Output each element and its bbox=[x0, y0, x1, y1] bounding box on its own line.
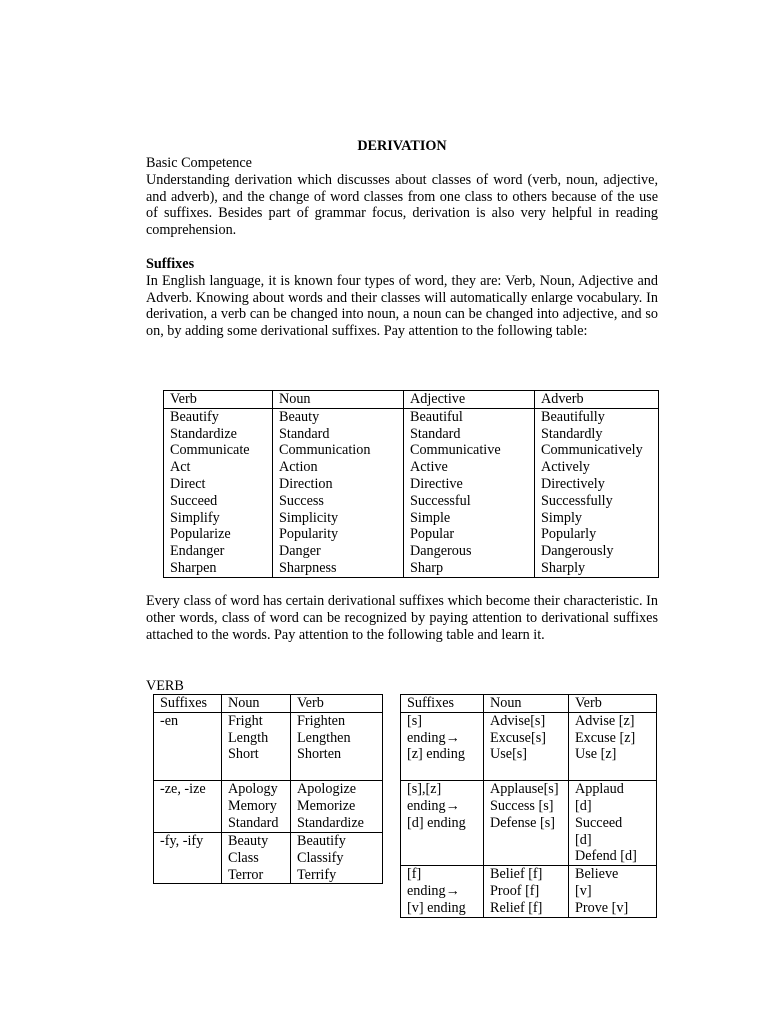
header-verb: Verb bbox=[164, 391, 273, 409]
cell-line: Advise [z] bbox=[575, 712, 635, 729]
cell-line: Fright bbox=[228, 712, 263, 729]
suffix-cell bbox=[154, 781, 222, 833]
cell-line: Popularity bbox=[279, 526, 339, 543]
cell-line: Excuse [z] bbox=[575, 729, 636, 746]
cell-line: Directive bbox=[410, 475, 463, 492]
adverb-column bbox=[535, 408, 659, 577]
cell-line: [z] ending bbox=[407, 746, 465, 763]
cell-line: Proof [f] bbox=[490, 882, 540, 899]
cell-line: [d] bbox=[575, 797, 592, 814]
header-noun: Noun bbox=[484, 695, 569, 713]
cell-line: Apologize bbox=[297, 781, 357, 798]
noun-cell bbox=[484, 866, 569, 917]
cell-line: Shorten bbox=[297, 746, 342, 763]
noun-cell bbox=[222, 781, 291, 833]
cell-line: Dangerous bbox=[410, 543, 472, 560]
table-header-row bbox=[401, 695, 657, 713]
table-body-row bbox=[164, 408, 659, 577]
verb-cell bbox=[569, 781, 657, 866]
cell-line: Popular bbox=[410, 526, 455, 543]
cell-line: Classify bbox=[297, 849, 344, 866]
cell-line: Succeed bbox=[170, 492, 218, 509]
cell-line: Prove [v] bbox=[575, 899, 629, 916]
header-suffixes: Suffixes bbox=[401, 695, 484, 713]
cell-line: Communication bbox=[279, 442, 371, 459]
cell-line: Directively bbox=[541, 475, 605, 492]
cell-line: Length bbox=[228, 729, 269, 746]
cell-line: Success bbox=[279, 492, 324, 509]
cell-line: Beauty bbox=[279, 408, 320, 425]
table-header-row bbox=[164, 391, 659, 409]
header-suffixes: Suffixes bbox=[154, 695, 222, 713]
verb-suffix-table-right bbox=[400, 694, 657, 918]
cell-line: Relief [f] bbox=[490, 899, 543, 916]
suffixes-text: In English language, it is known four types of word, they are: Verb, Noun, Adjective and Adverb. Knowing about words and their classes will automatically enlarge vocabulary. In derivation, a verb can be changed into noun, a noun can be changed into adjective, and so on, by adding some derivational suffixes. Pay attention to the following table: bbox=[146, 272, 658, 340]
cell-line: Short bbox=[228, 746, 259, 763]
cell-line: Beautify bbox=[297, 832, 346, 849]
cell-line: Communicate bbox=[170, 442, 250, 459]
noun-column bbox=[273, 408, 404, 577]
cell-line: Communicative bbox=[410, 442, 501, 459]
cell-line: Direction bbox=[279, 475, 333, 492]
cell-line: Endanger bbox=[170, 543, 225, 560]
table-header-row bbox=[154, 695, 383, 713]
cell-line: Standardize bbox=[170, 425, 237, 442]
cell-line: Sharpen bbox=[170, 559, 217, 576]
table-row bbox=[154, 832, 383, 883]
cell-line: [s] bbox=[407, 712, 422, 729]
cell-line: Class bbox=[228, 849, 259, 866]
table-row bbox=[154, 781, 383, 833]
header-noun: Noun bbox=[222, 695, 291, 713]
cell-line: Use [z] bbox=[575, 746, 617, 763]
cell-line: Popularly bbox=[541, 526, 597, 543]
suffix-cell bbox=[401, 866, 484, 917]
cell-line: Advise[s] bbox=[490, 712, 546, 729]
cell-line: Frighten bbox=[297, 712, 346, 729]
header-verb: Verb bbox=[569, 695, 657, 713]
cell-line: Success [s] bbox=[490, 797, 554, 814]
cell-line: [d] ending bbox=[407, 814, 466, 831]
table-row bbox=[401, 866, 657, 917]
cell-line: Standard bbox=[279, 425, 330, 442]
cell-line: Standardize bbox=[297, 814, 364, 831]
cell-line: Belief [f] bbox=[490, 866, 543, 883]
cell-line: Sharp bbox=[410, 559, 444, 576]
verb-cell bbox=[569, 866, 657, 917]
cell-line: Dangerously bbox=[541, 543, 614, 560]
header-noun: Noun bbox=[273, 391, 404, 409]
basic-competence-section bbox=[146, 155, 658, 239]
cell-line: [f] bbox=[407, 866, 422, 883]
cell-line: Defense [s] bbox=[490, 814, 555, 831]
cell-line: Act bbox=[170, 459, 191, 476]
cell-line: Lengthen bbox=[297, 729, 351, 746]
cell-line: Popularize bbox=[170, 526, 231, 543]
cell-line: Simplicity bbox=[279, 509, 339, 526]
header-adverb: Adverb bbox=[535, 391, 659, 409]
suffix-cell bbox=[154, 712, 222, 780]
table-row bbox=[401, 781, 657, 866]
cell-line: Memory bbox=[228, 797, 277, 814]
cell-line: Excuse[s] bbox=[490, 729, 546, 746]
cell-line: Applaud bbox=[575, 781, 624, 798]
cell-line: [v] ending bbox=[407, 899, 466, 916]
every-class-section bbox=[146, 593, 658, 643]
cell-line: Applause[s] bbox=[490, 781, 559, 798]
cell-line: ending→ bbox=[407, 797, 460, 814]
cell-line: -ze, -ize bbox=[160, 781, 206, 798]
cell-line: Successful bbox=[410, 492, 471, 509]
cell-line: Actively bbox=[541, 459, 590, 476]
every-class-text: Every class of word has certain derivational suffixes which become their characteristic. In other words, class of word can be recognized by paying attention to derivational suffixes attached to the words. Pay attention to the following table and learn it. bbox=[146, 593, 658, 643]
cell-line: -en bbox=[160, 712, 179, 729]
noun-cell bbox=[222, 712, 291, 780]
header-adjective: Adjective bbox=[404, 391, 535, 409]
verb-cell bbox=[291, 832, 383, 883]
noun-cell bbox=[222, 832, 291, 883]
cell-line: Beautifully bbox=[541, 408, 605, 425]
cell-line: Standardly bbox=[541, 425, 603, 442]
verb-cell bbox=[291, 712, 383, 780]
cell-line: Simple bbox=[410, 509, 451, 526]
cell-line: Beautify bbox=[170, 408, 219, 425]
basic-competence-text: Understanding derivation which discusses about classes of word (verb, noun, adjective, and adverb), and the change of word classes from one class to others because of the use of suffixes. Besides part of grammar focus, derivation is also very helpful in reading comprehension. bbox=[146, 171, 658, 239]
suffixes-section bbox=[146, 256, 658, 340]
cell-line: Standard bbox=[228, 814, 279, 831]
cell-line: Standard bbox=[410, 425, 461, 442]
cell-line: Defend [d] bbox=[575, 848, 637, 865]
cell-line: [s],[z] bbox=[407, 781, 442, 798]
table-row bbox=[154, 712, 383, 780]
cell-line: Beauty bbox=[228, 832, 269, 849]
word-class-table bbox=[163, 390, 659, 578]
cell-line: Sharply bbox=[541, 559, 586, 576]
cell-line: Direct bbox=[170, 475, 206, 492]
cell-line: Active bbox=[410, 459, 448, 476]
cell-line: Terror bbox=[228, 866, 264, 883]
verb-column bbox=[164, 408, 273, 577]
cell-line: Simplify bbox=[170, 509, 220, 526]
verb-cell bbox=[291, 781, 383, 833]
cell-line: -fy, -ify bbox=[160, 832, 204, 849]
cell-line: [d] bbox=[575, 831, 592, 848]
cell-line: Terrify bbox=[297, 866, 337, 883]
cell-line: Sharpness bbox=[279, 559, 337, 576]
cell-line: Danger bbox=[279, 543, 321, 560]
cell-line: Use[s] bbox=[490, 746, 528, 763]
cell-line: Action bbox=[279, 459, 318, 476]
cell-line: Successfully bbox=[541, 492, 613, 509]
cell-line: ending→ bbox=[407, 729, 460, 746]
cell-line: Memorize bbox=[297, 797, 356, 814]
noun-cell bbox=[484, 712, 569, 780]
basic-competence-heading: Basic Competence bbox=[146, 155, 252, 171]
suffix-cell bbox=[401, 712, 484, 780]
verb-cell bbox=[569, 712, 657, 780]
cell-line: Succeed bbox=[575, 814, 623, 831]
suffixes-heading: Suffixes bbox=[146, 256, 195, 272]
cell-line: Beautiful bbox=[410, 408, 463, 425]
cell-line: Communicatively bbox=[541, 442, 643, 459]
cell-line: Simply bbox=[541, 509, 582, 526]
suffix-cell bbox=[401, 781, 484, 866]
verb-suffix-table-left bbox=[153, 694, 383, 884]
noun-cell bbox=[484, 781, 569, 866]
suffix-cell bbox=[154, 832, 222, 883]
adjective-column bbox=[404, 408, 535, 577]
cell-line: ending→ bbox=[407, 882, 460, 899]
verb-label: VERB bbox=[146, 678, 184, 694]
cell-line: Apology bbox=[228, 781, 278, 798]
cell-line: [v] bbox=[575, 882, 592, 899]
cell-line: Believe bbox=[575, 866, 619, 883]
page-title: DERIVATION bbox=[357, 138, 447, 154]
header-verb: Verb bbox=[291, 695, 383, 713]
table-row bbox=[401, 712, 657, 780]
